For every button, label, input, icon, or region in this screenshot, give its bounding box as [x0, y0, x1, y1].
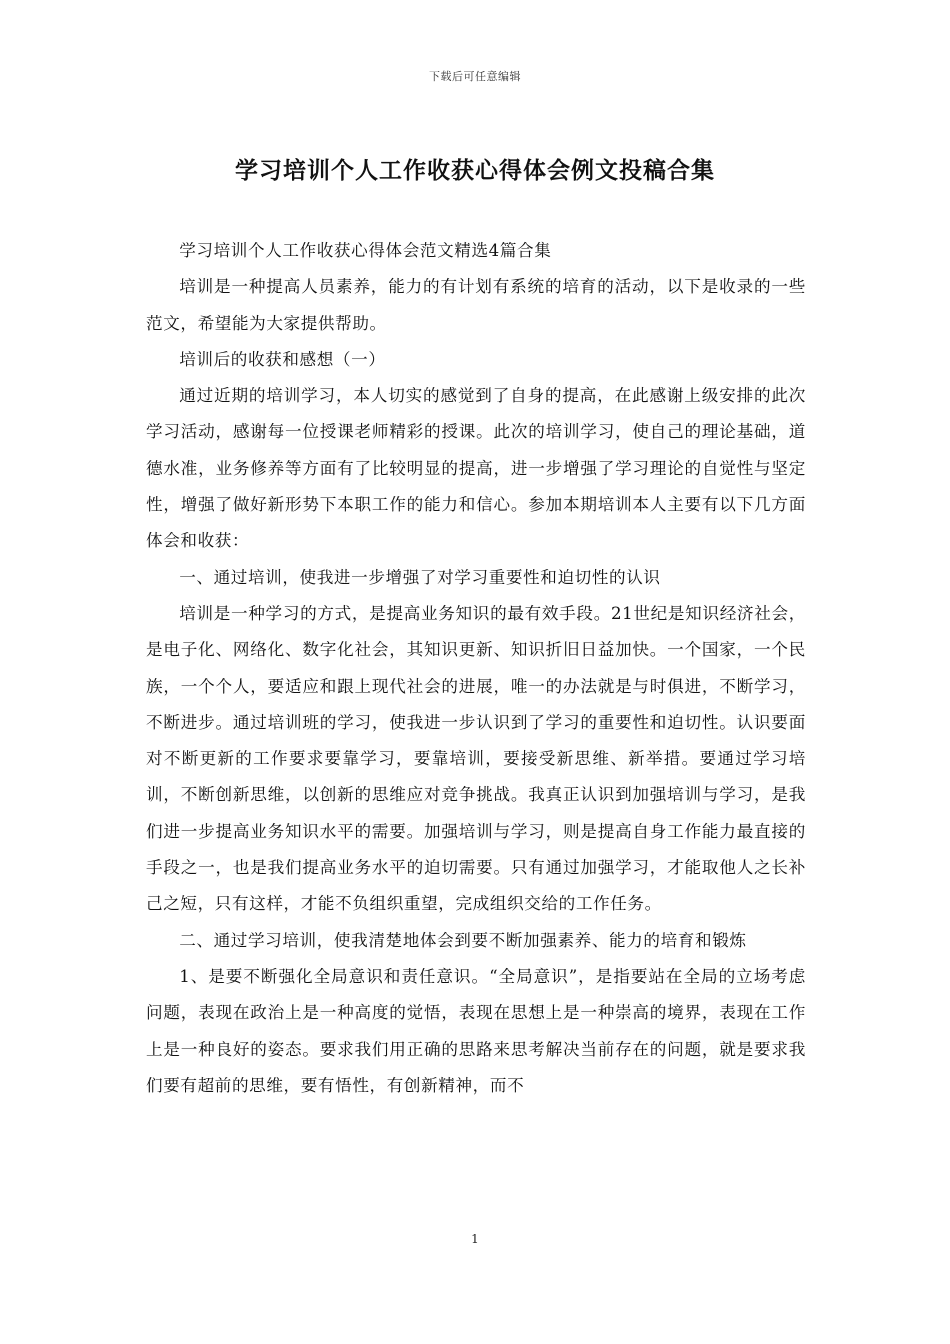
header-note: 下载后可任意编辑 [429, 70, 521, 83]
document-title: 学习培训个人工作收获心得体会例文投稿合集 [235, 157, 715, 184]
body-paragraph: 培训是一种学习的方式，是提高业务知识的最有效手段。21世纪是知识经济社会，是电子化、网络化、数字化社会，其知识更新、知识折旧日益加快。一个国家，一个民族，一个个人，要适应和跟上现代社会的进展，唯一的办法就是与时俱进，不断学习，不断进步。通过培训班的学习，使我进一步认识到了学习的重要性和迫切性。认识要面对不断更新的工作要求要靠学习，要靠培训，要接受新思维、新举措。要通过学习培训，不断创新思维，以创新的思维应对竞争挑战。我真正认识到加强培训与学习，是我们进一步提高业务知识水平的需要。加强培训与学习，则是提高自身工作能力最直接的手段之一，也是我们提高业务水平的迫切需要。只有通过加强学习，才能取他人之长补己之短，只有这样，才能不负组织重望，完成组织交给的工作任务。 [146, 603, 806, 914]
intro-paragraph: 培训是一种提高人员素养，能力的有计划有系统的培育的活动，以下是收录的一些范文，希望能为大家提供帮助。 [146, 277, 806, 333]
body-paragraph: 通过近期的培训学习，本人切实的感觉到了自身的提高，在此感谢上级安排的此次学习活动，感谢每一位授课老师精彩的授课。此次的培训学习，使自己的理论基础，道德水准，业务修养等方面有了比较明显的提高，进一步增强了学习理论的自觉性与坚定性，增强了做好新形势下本职工作的能力和信心。参加本期培训本人主要有以下几方面体会和收获： [146, 386, 806, 551]
section-heading: 培训后的收获和感想（一） [179, 349, 386, 369]
document-body [146, 233, 806, 1104]
page-number: 1 [471, 1232, 479, 1246]
subtitle-paragraph: 学习培训个人工作收获心得体会范文精选4篇合集 [179, 241, 552, 260]
body-paragraph: 1、是要不断强化全局意识和责任意识。“全局意识”，是指要站在全局的立场考虑问题，表现在政治上是一种高度的觉悟，表现在思想上是一种崇高的境界，表现在工作上是一种良好的姿态。要求我们用正确的思路来思考解决当前存在的问题，就是要求我们要有超前的思维，要有悟性，有创新精神，而不 [146, 966, 806, 1095]
point-heading: 一、通过培训，使我进一步增强了对学习重要性和迫切性的认识 [179, 567, 661, 587]
point-heading: 二、通过学习培训，使我清楚地体会到要不断加强素养、能力的培育和锻炼 [179, 930, 747, 950]
